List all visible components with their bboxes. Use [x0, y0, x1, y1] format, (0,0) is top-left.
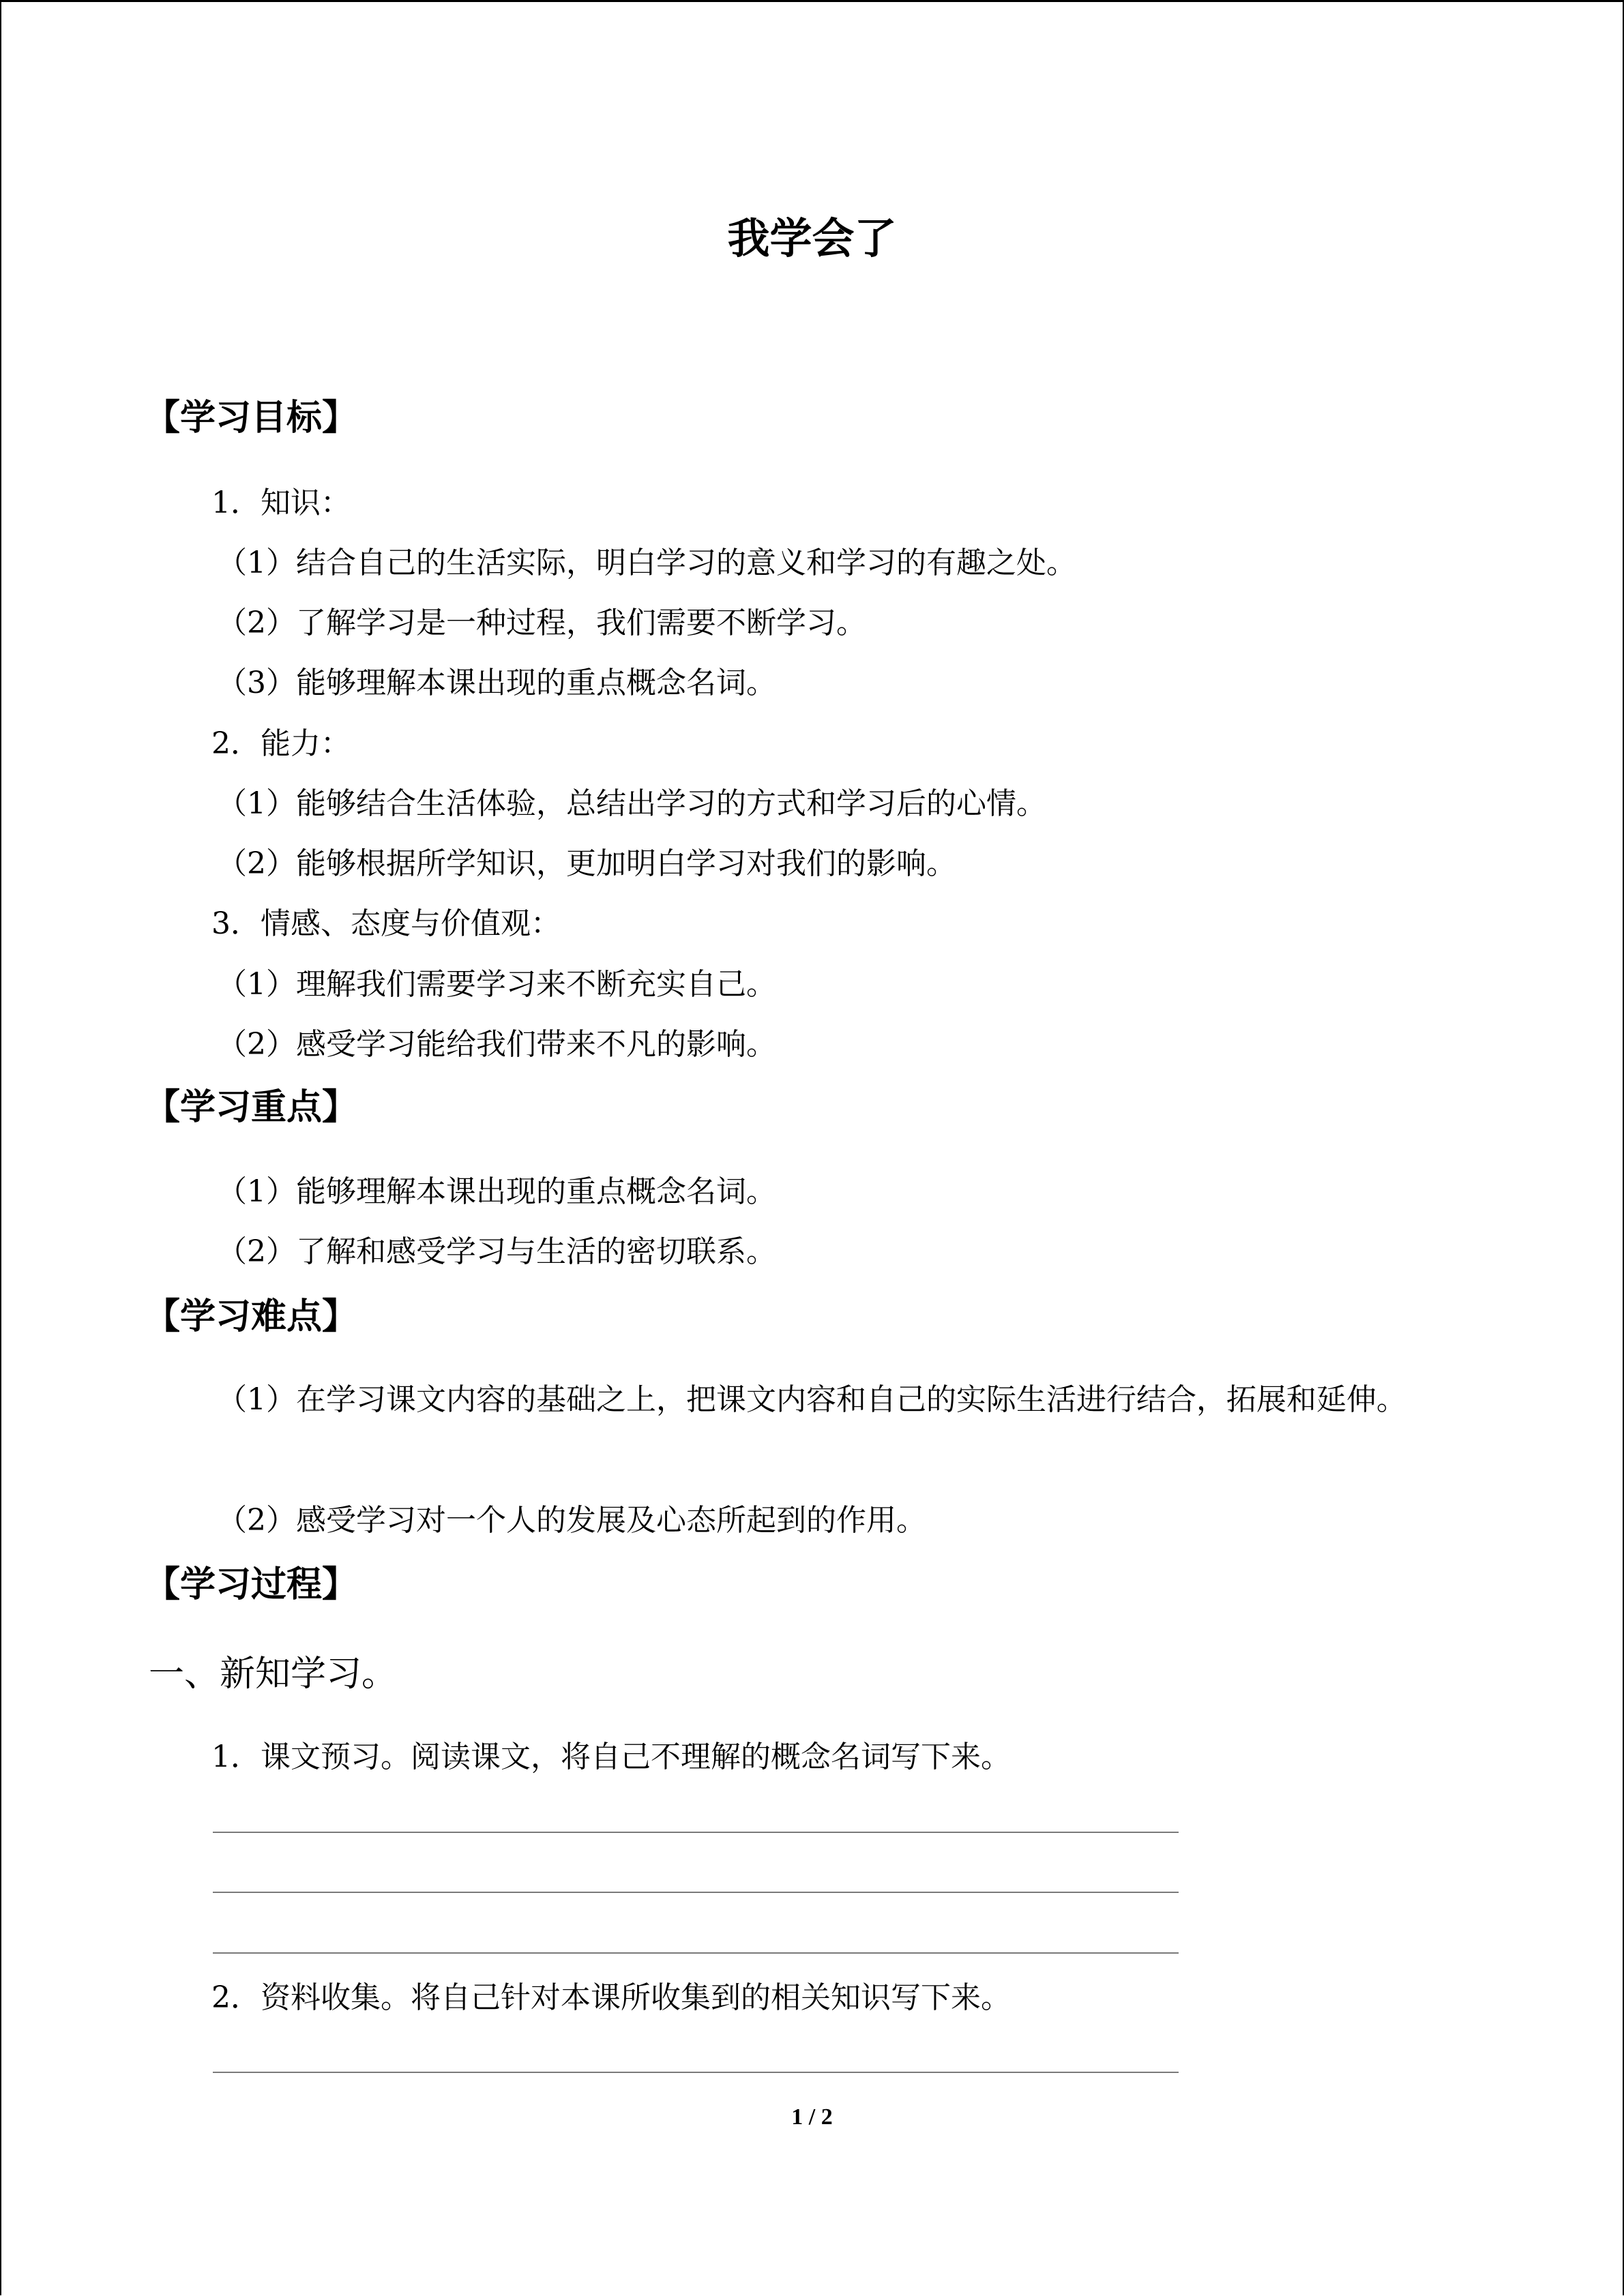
- answer-line[interactable]: [213, 2072, 1179, 2073]
- section-heading-process: 【学习过程】: [145, 1564, 358, 1605]
- answer-line[interactable]: [213, 1952, 1179, 1954]
- ability-item: （1）能够结合生活体验，总结出学习的方式和学习后的心情。: [217, 786, 1046, 821]
- ability-label: 2．能力：: [211, 726, 351, 761]
- task-collection: 2．资料收集。将自己针对本课所收集到的相关知识写下来。: [211, 1980, 1011, 2015]
- knowledge-item: （1）结合自己的生活实际，明白学习的意义和学习的有趣之处。: [217, 546, 1076, 580]
- knowledge-item: （2）了解学习是一种过程，我们需要不断学习。: [217, 606, 866, 640]
- answer-line[interactable]: [213, 1832, 1179, 1833]
- knowledge-label: 1．知识：: [211, 486, 351, 520]
- page-title: 我学会了: [727, 213, 897, 263]
- task-preview: 1．课文预习。阅读课文，将自己不理解的概念名词写下来。: [211, 1740, 1011, 1774]
- difficulty-item: （2）感受学习对一个人的发展及心态所起到的作用。: [217, 1503, 926, 1538]
- knowledge-item: （3）能够理解本课出现的重点概念名词。: [217, 666, 776, 700]
- key-point-item: （2）了解和感受学习与生活的密切联系。: [217, 1234, 776, 1269]
- section-heading-objectives: 【学习目标】: [145, 398, 358, 438]
- key-point-item: （1）能够理解本课出现的重点概念名词。: [217, 1174, 776, 1209]
- emotion-item: （1）理解我们需要学习来不断充实自己。: [217, 967, 776, 1002]
- difficulty-item: （1）在学习课文内容的基础之上，把课文内容和自己的实际生活进行结合，拓展和延伸。: [217, 1382, 1406, 1417]
- ability-item: （2）能够根据所学知识，更加明白学习对我们的影响。: [217, 846, 956, 881]
- section-heading-key-points: 【学习重点】: [145, 1087, 358, 1128]
- part-title: 一、新知学习。: [149, 1654, 398, 1695]
- emotion-label: 3．情感、态度与价值观：: [211, 906, 561, 941]
- page-number: 1 / 2: [791, 2104, 833, 2130]
- emotion-item: （2）感受学习能给我们带来不凡的影响。: [217, 1027, 776, 1062]
- section-heading-difficulties: 【学习难点】: [145, 1296, 358, 1337]
- answer-line[interactable]: [213, 1892, 1179, 1893]
